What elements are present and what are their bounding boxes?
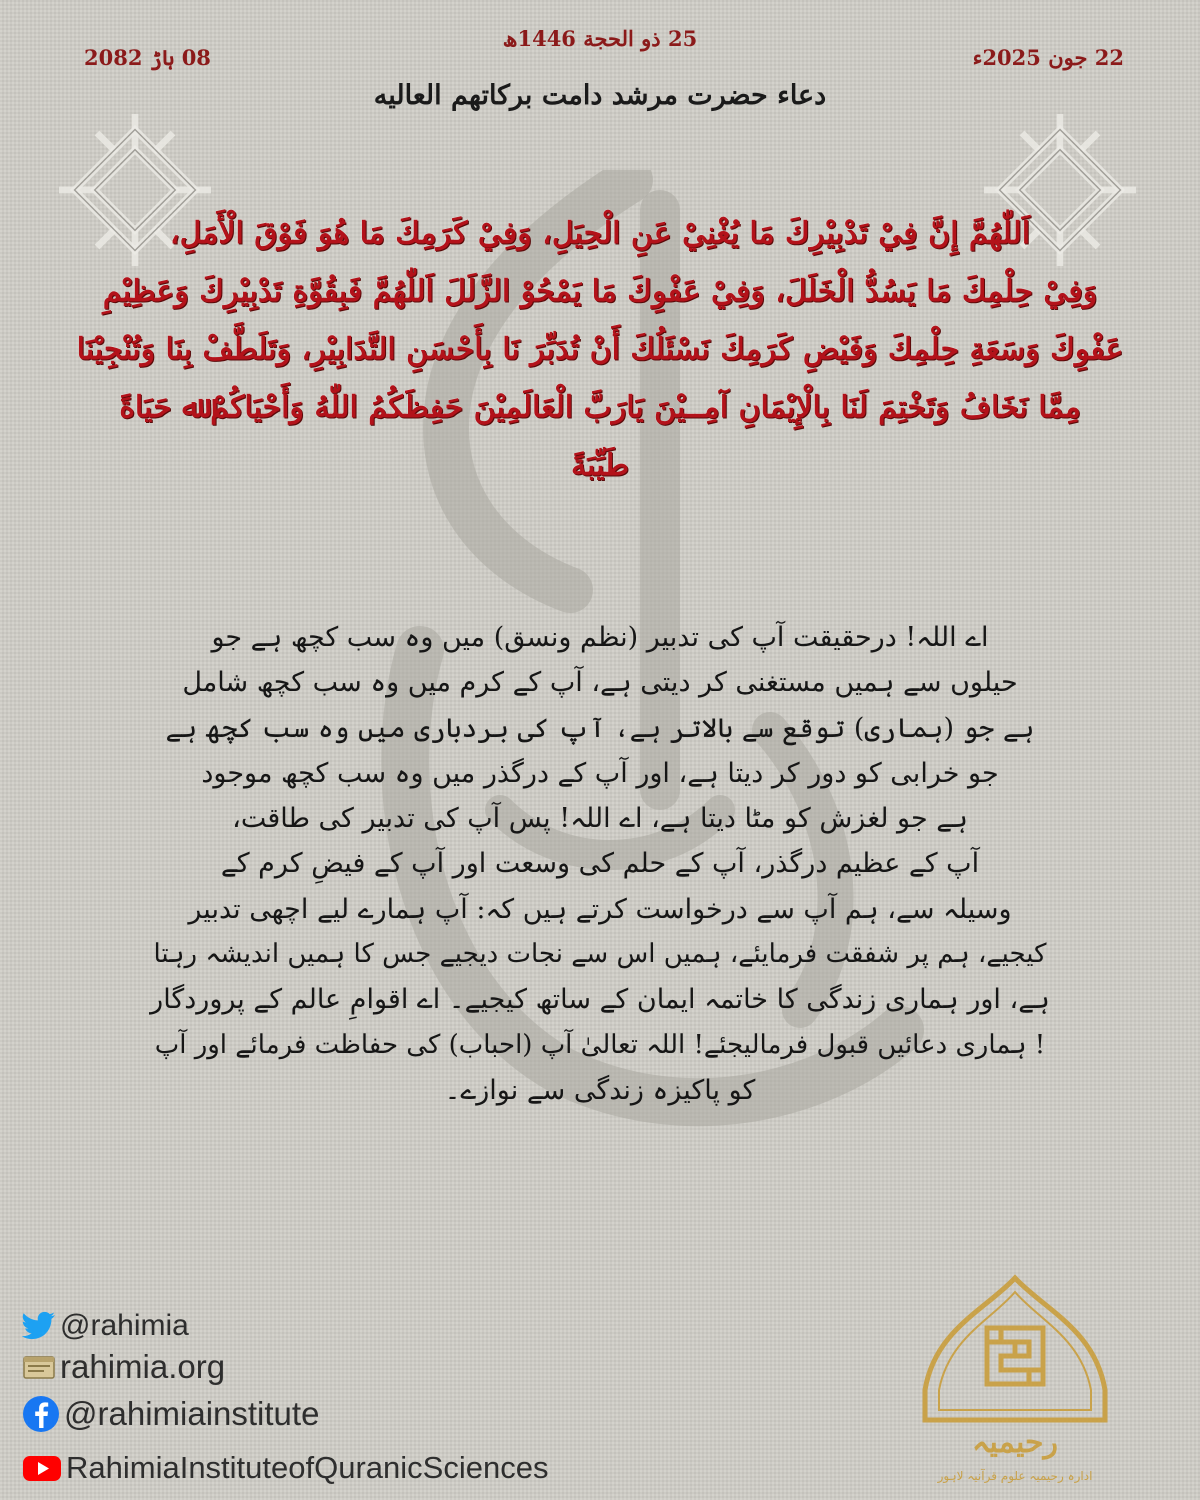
website-url: rahimia.org bbox=[60, 1348, 226, 1385]
urdu-translation-line: جو خرابی کو دور کر دیتا ہے، اور آپ کے درگذر میں وہ سب کچھ موجود bbox=[201, 757, 999, 789]
bikrami-date: 08 ہاڑ 2082 bbox=[84, 45, 211, 70]
urdu-translation-line: آپ کے عظیم درگذر، آپ کے حلم کی وسعت اور آپ کے فیضِ کرم کے bbox=[220, 848, 980, 880]
urdu-translation-line: کو پاکیزہ زندگی سے نوازے۔ bbox=[444, 1074, 756, 1106]
arabic-dua-line: اَللّٰهُمَّ إِنَّ فِيْ تَدْبِيْرِكَ مَا يُغْنِيْ عَنِ الْحِيَلِ، وَفِيْ كَرَمِكَ مَا هُوَ فَوْقَ الْأَمَلِ، bbox=[169, 216, 1031, 251]
urdu-translation bbox=[150, 615, 1050, 1113]
youtube-link[interactable] bbox=[22, 1450, 548, 1486]
page-title: دعاء حضرت مرشد دامت برکاتهم العالیه bbox=[373, 80, 827, 111]
arabic-dua-line: عَفْوِكَ وَسَعَةِ حِلْمِكَ وَفَيْضِ كَرَمِكَ نَسْئَلُكَ أَنْ تُدَبِّرَ نَا بِأَحْسَنِ التَّدَابِيْرِ، وَتَلَطَّفْ بِنَا وَتُنْجِيْنَا bbox=[76, 332, 1124, 367]
gregorian-date: 22 جون 2025ء bbox=[972, 45, 1124, 70]
urdu-translation-line: اے اللہ! درحقیقت آپ کی تدبیر (نظم ونسق) میں وہ سب کچھ ہے جو bbox=[211, 622, 989, 653]
web-icon bbox=[22, 1352, 56, 1382]
logo-caption: ادارہ رحیمیہ علوم قرآنیہ لاہور bbox=[937, 1469, 1093, 1483]
arabic-dua-line: مِمَّا نَخَافُ وَتَخْتِمَ لَنَا بِالْإِيْمَانِ آمِــيْنَ يَارَبَّ الْعَالَمِيْنَ حَفِظَكُمُ اللّٰهُ وَأَحْيَاكُمْ ﷲ حَيَاةً bbox=[119, 390, 1081, 425]
website-link[interactable] bbox=[22, 1348, 225, 1386]
facebook-link[interactable] bbox=[22, 1395, 319, 1433]
urdu-translation-line: ! ہماری دعائیں قبول فرمالیجئے! اللہ تعالیٰ آپ (احباب) کی حفاظت فرمائے اور آپ bbox=[154, 1029, 1046, 1060]
arabic-dua-line: طَيِّبَةً bbox=[570, 448, 630, 483]
urdu-translation-line: وسیلہ سے، ہم آپ سے درخواست کرتے ہیں کہ: آپ ہمارے لیے اچھی تدبیر bbox=[188, 893, 1012, 925]
urdu-translation-line: ہے، اور ہماری زندگی کا خاتمہ ایمان کے ساتھ کیجیے۔ اے اقوامِ عالم کے پروردگار bbox=[150, 984, 1050, 1016]
urdu-translation-line: حیلوں سے ہمیں مستغنی کر دیتی ہے، آپ کے کرم میں وہ سب کچھ شامل bbox=[182, 667, 1018, 699]
youtube-icon bbox=[22, 1453, 62, 1483]
arabic-dua-line: وَفِيْ حِلْمِكَ مَا يَسُدُّ الْخَلَلَ، وَفِيْ عَفْوِكَ مَا يَمْحُوْ الزَّلَلَ اَللّٰهُمَّ فَبِقُوَّةِ تَدْبِيْرِكَ وَعَظِيْمِ bbox=[102, 274, 1098, 309]
hijri-date: 25 ذو الحجة 1446ھ bbox=[502, 26, 698, 51]
arabic-dua bbox=[60, 205, 1140, 495]
institute-logo bbox=[905, 1270, 1125, 1490]
urdu-translation-line: ہے جو (ہماری) توقع سے بالاتر ہے، آپ کی بردباری میں وہ سب کچھ ہے bbox=[165, 712, 1035, 744]
youtube-channel: RahimiaInstituteofQuranicSciences bbox=[66, 1450, 549, 1485]
facebook-handle: @rahimiainstitute bbox=[64, 1395, 320, 1432]
twitter-handle: @rahimia bbox=[60, 1309, 189, 1342]
logo-wordmark: رحیمیہ bbox=[971, 1425, 1059, 1460]
urdu-translation-line: ہے جو لغزش کو مٹا دیتا ہے، اے اللہ! پس آپ کی تدبیر کی طاقت، bbox=[232, 803, 968, 835]
twitter-icon bbox=[22, 1311, 56, 1341]
facebook-icon bbox=[22, 1395, 60, 1433]
twitter-link[interactable] bbox=[22, 1309, 189, 1343]
urdu-translation-line: کیجیے، ہم پر شفقت فرمایئے، ہمیں اس سے نجات دیجیے جس کا ہمیں اندیشہ رہتا bbox=[153, 939, 1047, 970]
